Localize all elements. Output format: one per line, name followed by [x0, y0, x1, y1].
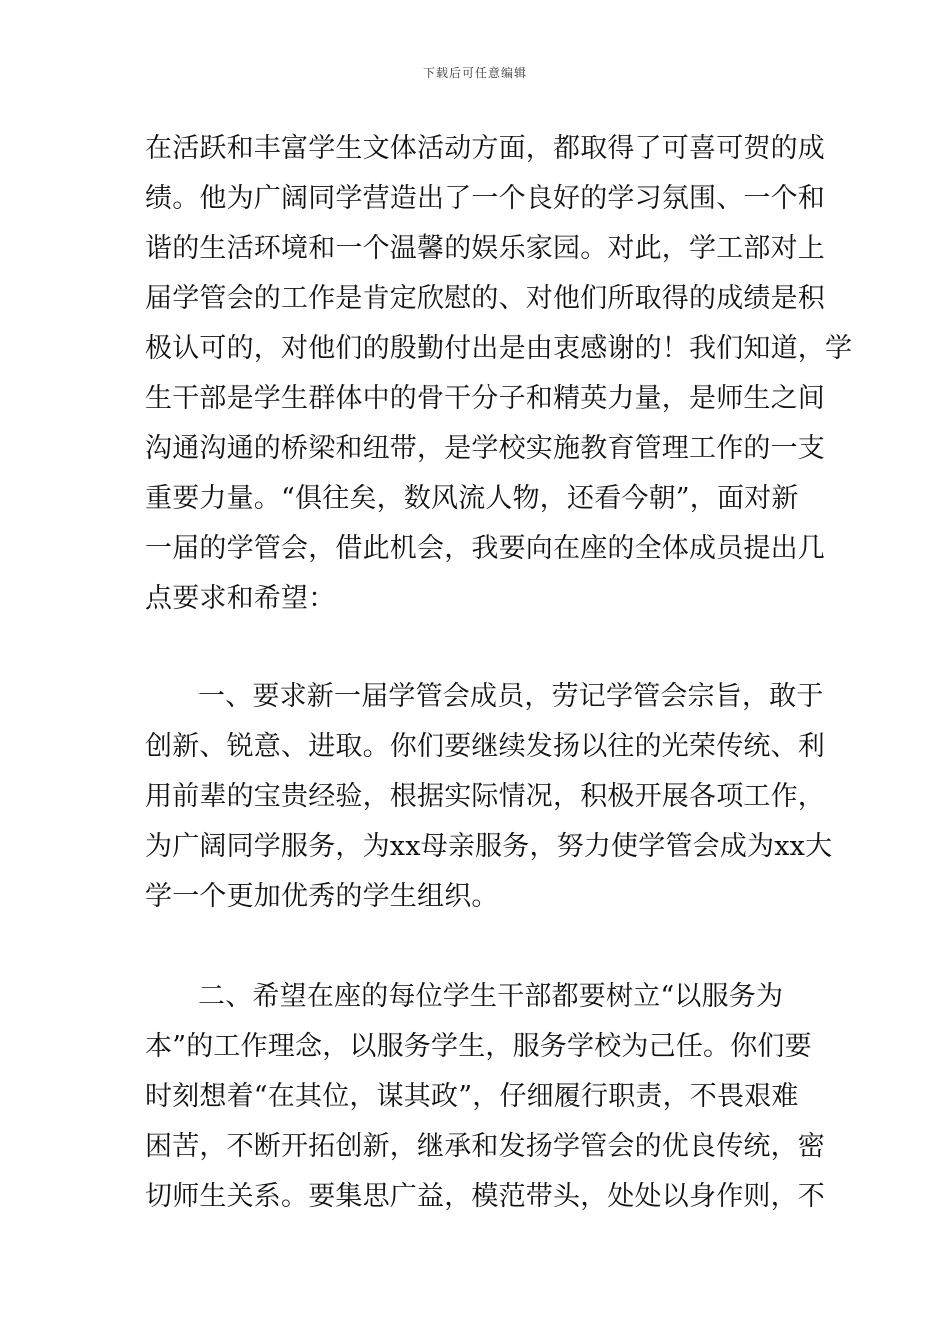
text-line: 时刻想着“在其位，谋其政”，仔细履行职责，不畏艰难 [145, 1081, 799, 1112]
text-line: 在活跃和丰富学生文体活动方面，都取得了可喜可贺的成 [145, 133, 825, 164]
text-line: 绩。他为广阔同学营造出了一个良好的学习氛围、一个和 [145, 183, 825, 214]
text-line: 切师生关系。要集思广益，模范带头，处处以身作则，不 [145, 1181, 825, 1212]
text-line: 一、要求新一届学管会成员，劳记学管会宗旨，敢于 [198, 681, 824, 712]
text-line: 困苦，不断开拓创新，继承和发扬学管会的优良传统，密 [145, 1131, 825, 1162]
text-line: 极认可的，对他们的殷勤付出是由衷感谢的！我们知道，学 [145, 333, 853, 364]
text-line: 用前辈的宝贵经验，根据实际情况，积极开展各项工作， [145, 781, 825, 812]
text-line: 谐的生活环境和一个温馨的娱乐家园。对此，学工部对上 [145, 233, 825, 264]
text-line: 沟通沟通的桥梁和纽带，是学校实施教育管理工作的一支 [145, 433, 825, 464]
text-line: 届学管会的工作是肯定欣慰的、对他们所取得的成绩是积 [145, 283, 825, 314]
text-line: 重要力量。“俱往矣，数风流人物，还看今朝”，面对新 [145, 483, 799, 514]
text-line: 生干部是学生群体中的骨干分子和精英力量，是师生之间 [145, 383, 825, 414]
text-line: 二、希望在座的每位学生干部都要树立“以服务为 [198, 981, 784, 1012]
text-line: 创新、锐意、进取。你们要继续发扬以往的光荣传统、利 [145, 731, 825, 762]
text-line: 本”的工作理念，以服务学生，服务学校为己任。你们要 [145, 1031, 812, 1062]
text-line: 点要求和希望： [145, 583, 336, 614]
text-line: 为广阔同学服务，为xx母亲服务，努力使学管会成为xx大 [145, 831, 833, 862]
text-line: 一届的学管会，借此机会，我要向在座的全体成员提出几 [145, 533, 825, 564]
page-header: 下载后可任意编辑 [422, 66, 527, 80]
text-line: 学一个更加优秀的学生组织。 [145, 881, 499, 912]
